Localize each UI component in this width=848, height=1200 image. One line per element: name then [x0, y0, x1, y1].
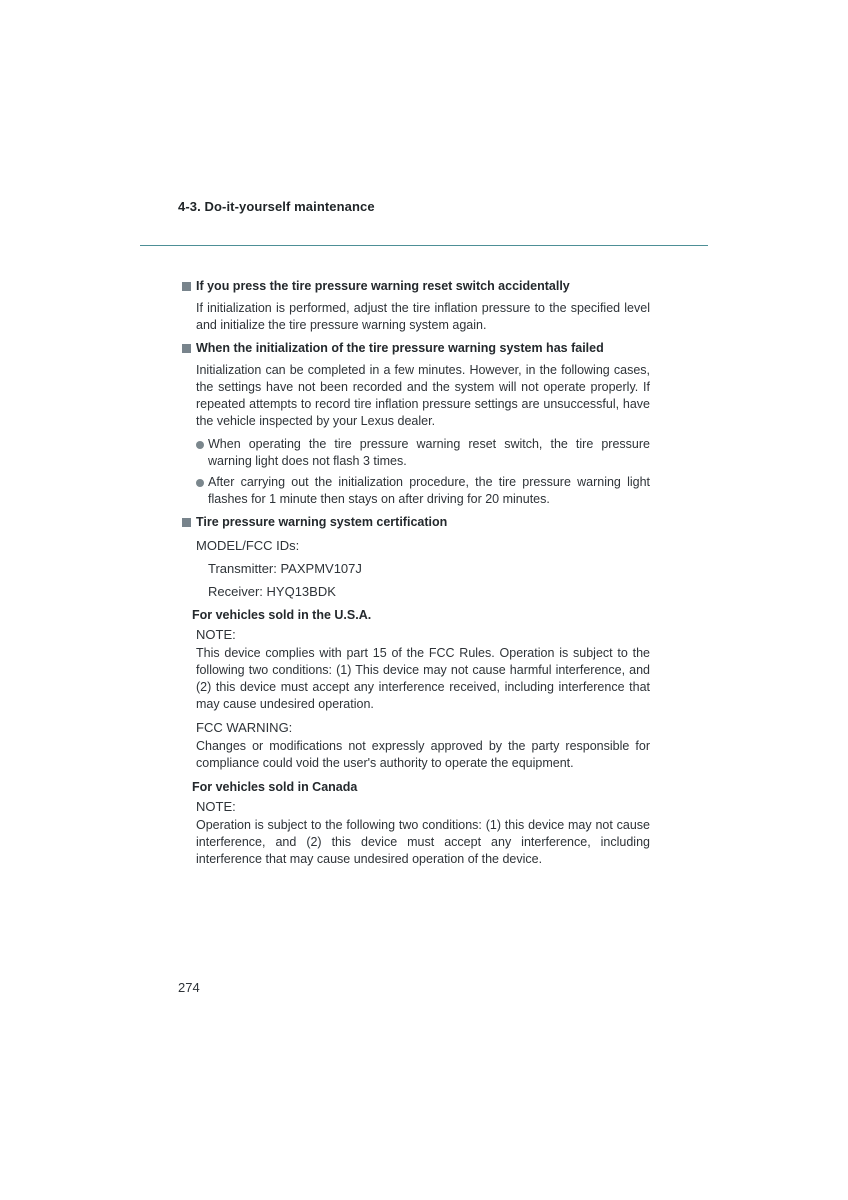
- chapter-header: 4-3. Do-it-yourself maintenance: [178, 199, 375, 214]
- page-content: [182, 272, 650, 874]
- section-heading: [182, 514, 650, 531]
- page-number: 274: [178, 980, 200, 995]
- canada-note-body: Operation is subject to the following two conditions: (1) this device may not cause interference, and (2) this device must accept any interference, including interference that may cause undesired operation of the device.: [196, 818, 650, 866]
- paragraph: If initialization is performed, adjust the tire inflation pressure to the specified level and initialize the tire pressure warning system again.: [196, 301, 650, 332]
- fcc-warning-label: FCC WARNING:: [196, 720, 293, 735]
- section-heading: [182, 278, 650, 295]
- canada-note-label: NOTE:: [196, 799, 236, 814]
- receiver-id-line: Receiver: HYQ13BDK: [208, 584, 336, 599]
- square-bullet-icon: [182, 518, 191, 527]
- header-rule: [140, 245, 708, 246]
- canada-subheading: For vehicles sold in Canada: [192, 780, 358, 794]
- usa-note-label: NOTE:: [196, 627, 236, 642]
- section-title: Tire pressure warning system certification: [196, 515, 448, 529]
- section-initialization-failed: [182, 340, 650, 508]
- usa-note-body: This device complies with part 15 of the FCC Rules. Operation is subject to the following two conditions: (1) This device may not cause harmful interference, and (2) this device must accept any interference received, including interference that may cause undesired operation.: [196, 646, 650, 711]
- circle-bullet-icon: [196, 441, 204, 449]
- transmitter-id-line: Transmitter: PAXPMV107J: [208, 561, 362, 576]
- section-title: When the initialization of the tire pressure warning system has failed: [196, 341, 604, 355]
- usa-subheading: For vehicles sold in the U.S.A.: [192, 608, 372, 622]
- list-item: [196, 436, 650, 470]
- list-item: [196, 474, 650, 508]
- paragraph: Initialization can be completed in a few minutes. However, in the following cases, the settings have not been recorded and the system will not operate properly. If repeated attempts to record tire inflation pressure settings are unsuccessful, have the vehicle inspected by your Lexus dealer.: [196, 363, 650, 428]
- section-reset-switch-accidentally: [182, 278, 650, 334]
- list-item-text: When operating the tire pressure warning reset switch, the tire pressure warning light does not flash 3 times.: [208, 437, 650, 468]
- section-title: If you press the tire pressure warning reset switch accidentally: [196, 279, 570, 293]
- fcc-warning-body: Changes or modifications not expressly approved by the party responsible for compliance could void the user's authority to operate the equipment.: [196, 739, 650, 770]
- section-certification: [182, 514, 650, 868]
- square-bullet-icon: [182, 344, 191, 353]
- section-heading: [182, 340, 650, 357]
- square-bullet-icon: [182, 282, 191, 291]
- list-item-text: After carrying out the initialization procedure, the tire pressure warning light flashes for 1 minute then stays on after driving for 20 minutes.: [208, 475, 650, 506]
- model-fcc-ids-line: MODEL/FCC IDs:: [196, 538, 300, 553]
- circle-bullet-icon: [196, 479, 204, 487]
